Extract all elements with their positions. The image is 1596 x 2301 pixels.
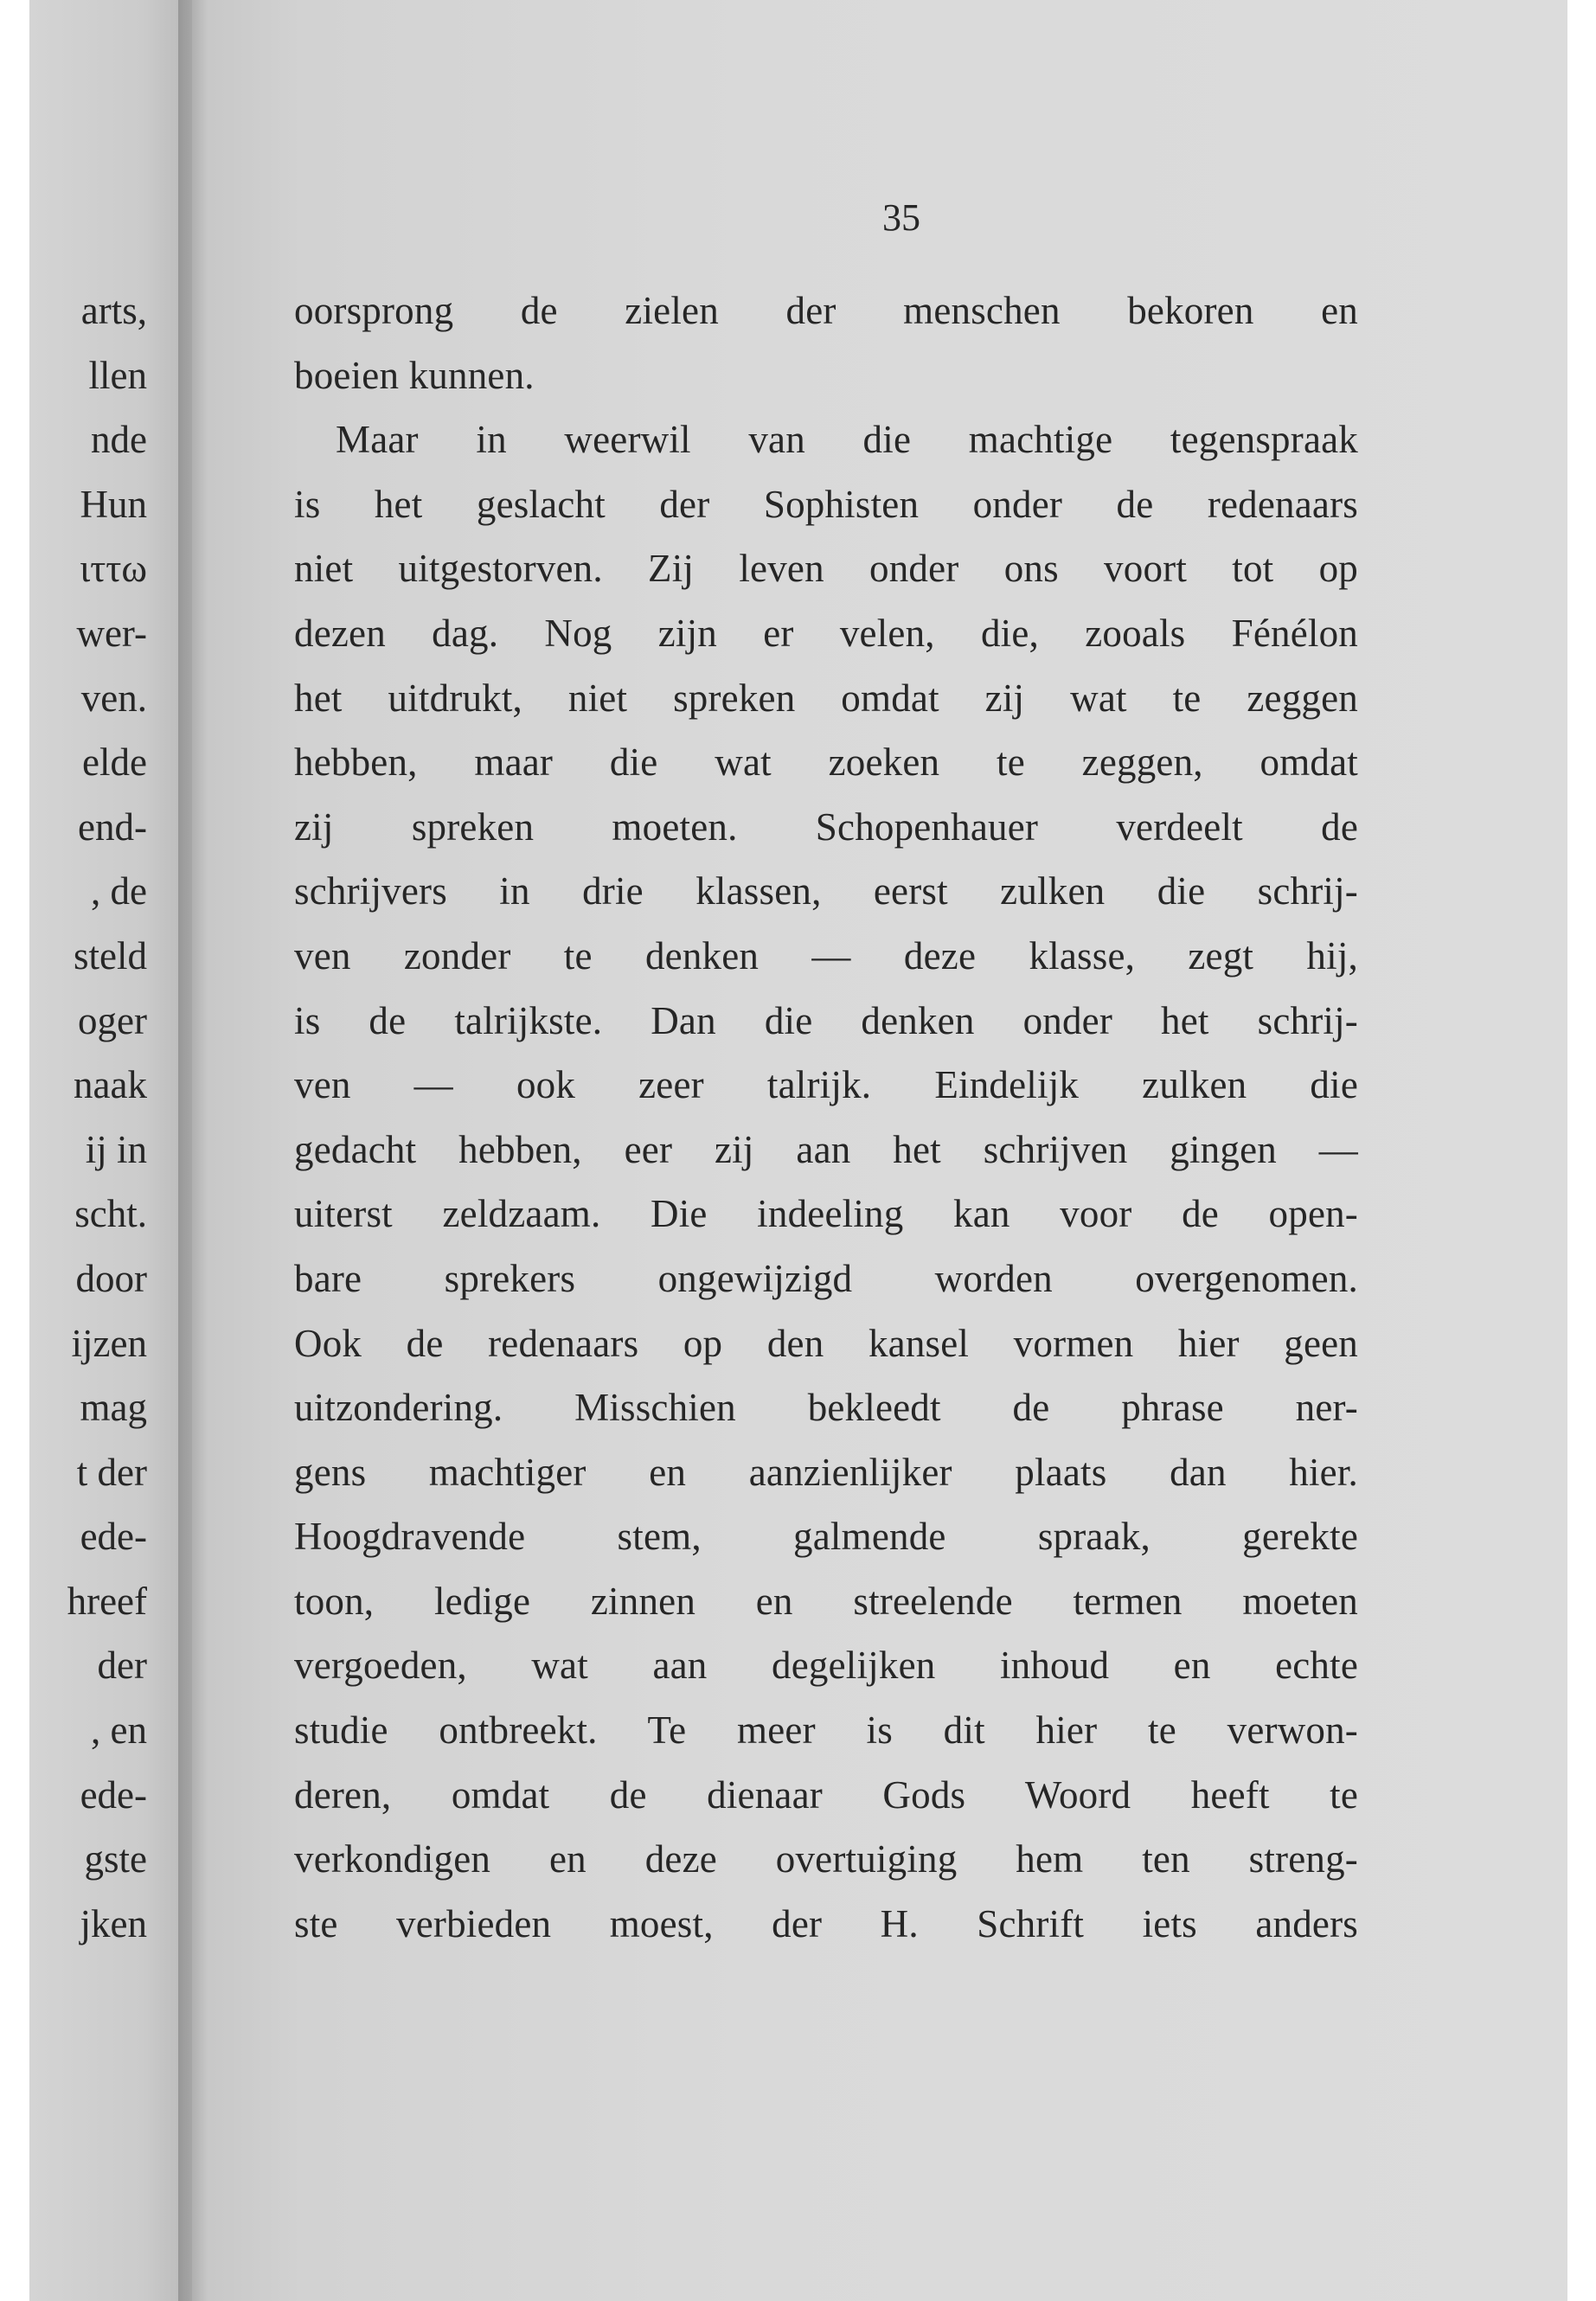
text-line: hebben, maar die wat zoeken te zeggen, omdat	[294, 740, 1358, 785]
left-page-fragment: mag	[80, 1386, 147, 1430]
text-line: toon, ledige zinnen en streelende termen moeten	[294, 1579, 1358, 1623]
text-line: vergoeden, wat aan degelijken inhoud en echte	[294, 1644, 1358, 1688]
left-page-fragment: steld	[74, 933, 147, 977]
text-line: verkondigen en deze overtuiging hem ten streng-	[294, 1837, 1358, 1881]
left-page-fragment: hreef	[67, 1579, 147, 1623]
left-page-fragment: ede-	[80, 1515, 147, 1559]
text-line: oorsprong de zielen der menschen bekoren en	[294, 289, 1358, 332]
left-page-fragment: arts,	[80, 289, 147, 332]
text-line: bare sprekers ongewijzigd worden overgenomen.	[294, 1256, 1358, 1300]
text-line: niet uitgestorven. Zij leven onder ons voort tot op	[294, 547, 1358, 591]
left-page-fragment: door	[75, 1256, 147, 1300]
book-page	[192, 0, 1567, 2301]
text-line: ste verbieden moest, der H. Schrift iets anders	[294, 1901, 1358, 1945]
left-page-fragment: t der	[76, 1450, 147, 1494]
left-page-fragment: gste	[84, 1837, 147, 1881]
book-gutter-shadow	[178, 0, 208, 2301]
left-page-fragment: ede-	[80, 1772, 147, 1817]
left-page-fragment: jken	[80, 1901, 147, 1945]
left-page-fragment: Hun	[80, 482, 147, 526]
page-number: 35	[882, 196, 920, 239]
text-line: gens machtiger en aanzienlijker plaats dan hier.	[294, 1450, 1358, 1494]
text-line: gedacht hebben, eer zij aan het schrijven gingen —	[294, 1127, 1358, 1171]
text-line: Ook de redenaars op den kansel vormen hier geen	[294, 1321, 1358, 1365]
text-line: Hoogdravende stem, galmende spraak, gerekte	[294, 1515, 1358, 1559]
left-page-fragment: der	[97, 1644, 147, 1688]
text-line: is het geslacht der Sophisten onder de redenaars	[294, 482, 1358, 526]
left-page-fragment: ijzen	[71, 1321, 147, 1365]
page-body-text	[294, 279, 1358, 1956]
left-page-fragment: elde	[82, 740, 147, 785]
left-page-fragment: ven.	[80, 676, 147, 720]
left-page-fragment: ιττω	[80, 547, 147, 591]
left-page-fragment: llen	[88, 353, 147, 397]
text-line: Maar in weerwil van die machtige tegenspraak	[336, 418, 1358, 462]
text-line: studie ontbreekt. Te meer is dit hier te verwon-	[294, 1708, 1358, 1753]
text-line: schrijvers in drie klassen, eerst zulken die schrij-	[294, 869, 1358, 913]
text-line: uiterst zeldzaam. Die indeeling kan voor de open-	[294, 1192, 1358, 1236]
left-page-fragment: naak	[74, 1063, 147, 1107]
left-page-fragment: , de	[91, 869, 147, 913]
text-line: het uitdrukt, niet spreken omdat zij wat te zeggen	[294, 676, 1358, 720]
left-page-fragment: ij in	[85, 1127, 147, 1171]
text-line: ven — ook zeer talrijk. Eindelijk zulken die	[294, 1063, 1358, 1107]
left-page-fragment: end-	[78, 804, 147, 849]
text-line: ven zonder te denken — deze klasse, zegt hij,	[294, 933, 1358, 977]
scan-border	[0, 0, 29, 2301]
left-page-fragment: wer-	[76, 611, 147, 655]
text-line: is de talrijkste. Dan die denken onder het schrij-	[294, 998, 1358, 1042]
left-page-fragment: oger	[78, 998, 147, 1042]
scan-margin-right	[1567, 0, 1596, 2301]
left-page-fragment: , en	[91, 1708, 147, 1753]
left-page-fragment: scht.	[74, 1192, 147, 1236]
text-line: zij spreken moeten. Schopenhauer verdeelt de	[294, 804, 1358, 849]
text-line: deren, omdat de dienaar Gods Woord heeft te	[294, 1772, 1358, 1817]
text-line: dezen dag. Nog zijn er velen, die, zooals Fénélon	[294, 611, 1358, 655]
left-page-sliver	[29, 0, 192, 2301]
left-page-fragment: nde	[91, 418, 147, 462]
text-line: boeien kunnen.	[294, 353, 535, 397]
left-page-text-fragments	[29, 279, 183, 1956]
text-line: uitzondering. Misschien bekleedt de phrase ner-	[294, 1386, 1358, 1430]
